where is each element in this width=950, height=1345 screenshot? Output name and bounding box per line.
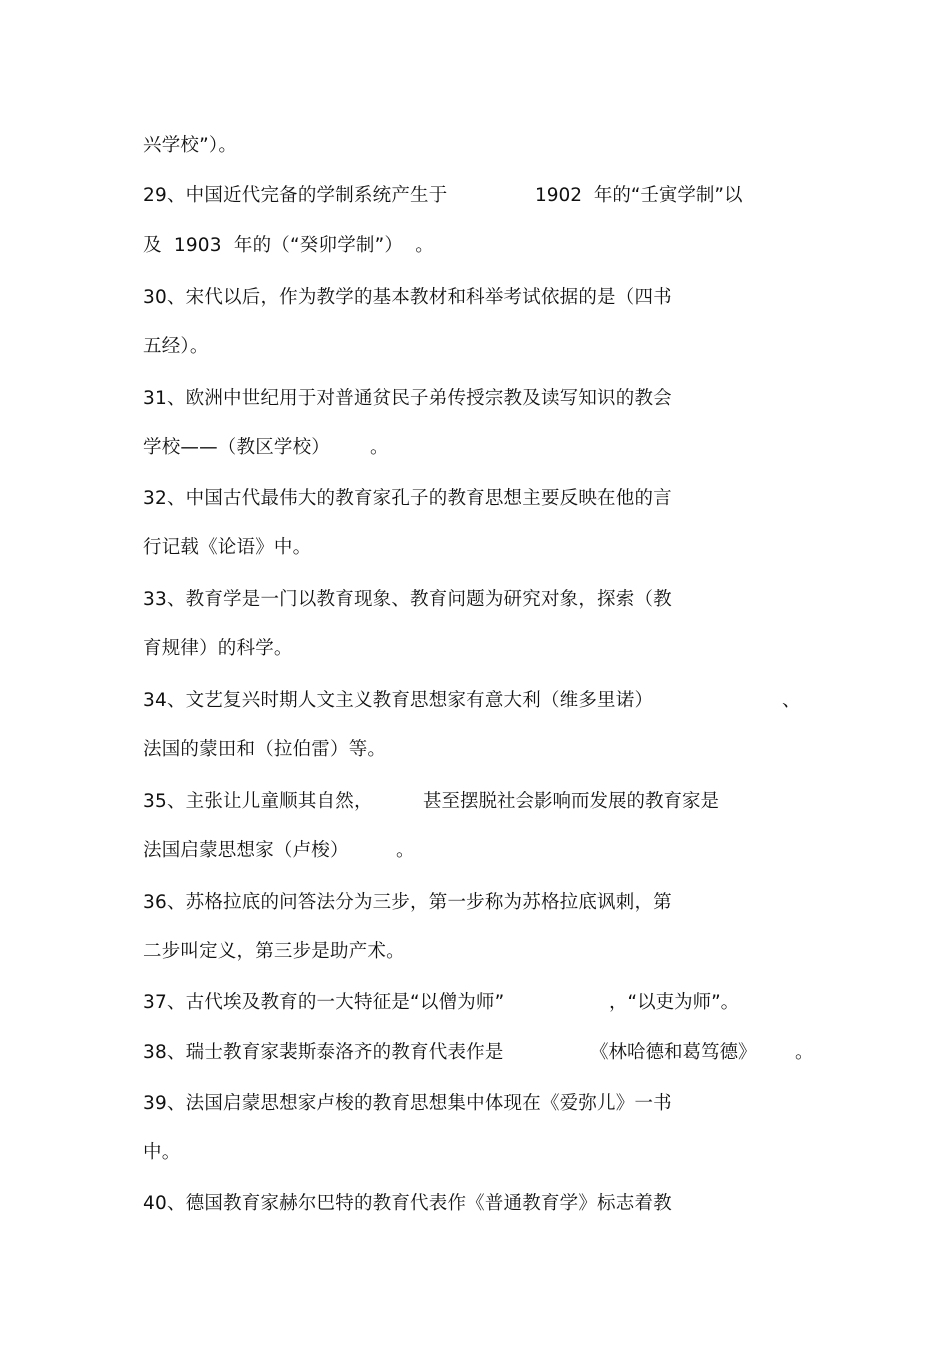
question-36-line-1: 36、苏格拉底的问答法分为三步，第一步称为苏格拉底讽刺，第: [143, 892, 672, 913]
question-29-line-2: 及 1903 年的（“癸卯学制”） 。: [143, 235, 434, 256]
question-39-line-2: 中。: [143, 1142, 181, 1163]
question-33-line-2: 育规律）的科学。: [143, 638, 293, 659]
question-37-tail: ，“以吏为师”。: [609, 992, 740, 1013]
question-31-period: 。: [370, 437, 389, 458]
question-38-title: 《林哈德和葛笃德》: [590, 1042, 757, 1063]
question-37-line: 37、古代埃及教育的一大特征是“以僧为师”: [143, 992, 505, 1013]
question-40-line-1: 40、德国教育家赫尔巴特的教育代表作《普通教育学》标志着教: [143, 1193, 672, 1214]
question-35-period: 。: [396, 840, 415, 861]
question-36-line-2: 二步叫定义，第三步是助产术。: [143, 941, 405, 962]
question-35-line-1: 35、主张让儿童顺其自然，: [143, 791, 373, 812]
question-31-line-2: 学校——（教区学校）: [143, 437, 331, 458]
question-33-line-1: 33、教育学是一门以教育现象、教育问题为研究对象，探索（教: [143, 589, 672, 610]
question-32-line-2: 行记载《论语》中。: [143, 537, 312, 558]
question-35-line-1-tail: 甚至摆脱社会影响而发展的教育家是: [423, 791, 720, 812]
question-38-line: 38、瑞士教育家裴斯泰洛齐的教育代表作是: [143, 1042, 504, 1063]
question-34-line-1: 34、文艺复兴时期人文主义教育思想家有意大利（维多里诺）: [143, 690, 654, 711]
question-34-line-2: 法国的蒙田和（拉伯雷）等。: [143, 739, 387, 760]
question-38-period: 。: [795, 1042, 814, 1063]
question-30-line-2: 五经）。: [143, 336, 209, 357]
question-30-line-1: 30、宋代以后，作为教学的基本教材和科举考试依据的是（四书: [143, 287, 672, 308]
question-39-line-1: 39、法国启蒙思想家卢梭的教育思想集中体现在《爱弥儿》一书: [143, 1093, 672, 1114]
question-32-line-1: 32、中国古代最伟大的教育家孔子的教育思想主要反映在他的言: [143, 488, 672, 509]
text-line: 兴学校”）。: [143, 135, 238, 156]
question-34-comma: 、: [782, 690, 801, 711]
question-29-line-1: 29、中国近代完备的学制系统产生于: [143, 185, 448, 206]
question-31-line-1: 31、欧洲中世纪用于对普通贫民子弟传授宗教及读写知识的教会: [143, 388, 672, 409]
question-35-line-2: 法国启蒙思想家（卢梭）: [143, 840, 349, 861]
question-29-line-1-tail: 1902 年的“壬寅学制”以: [535, 185, 743, 206]
